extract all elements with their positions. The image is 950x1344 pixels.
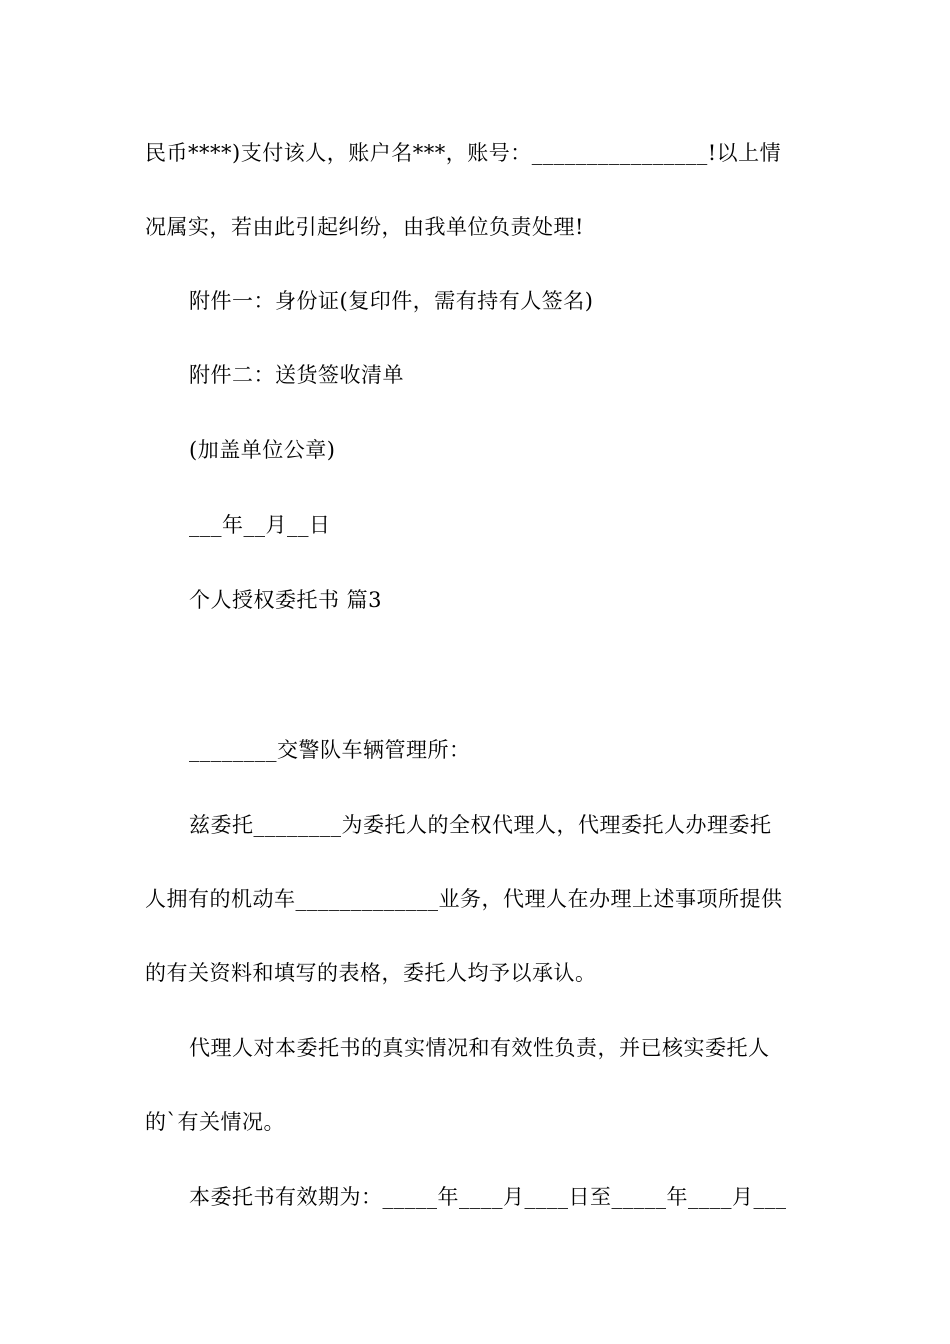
paragraph-line-circumstances: 的`有关情况。	[145, 1110, 285, 1134]
validity-period-line: 本委托书有效期为：_____年____月____日至_____年____月___	[189, 1185, 787, 1209]
attachment-one: 附件一：身份证(复印件，需有持有人签名)	[189, 289, 594, 313]
paragraph-line-payment: 民币****)支付该人，账户名***，账号：________________!以上情	[145, 141, 782, 165]
section-heading: 个人授权委托书 篇3	[189, 588, 383, 612]
paragraph-line-responsibility: 况属实，若由此引起纠纷，由我单位负责处理!	[145, 215, 584, 239]
addressee-line: ________交警队车辆管理所：	[189, 738, 471, 762]
paragraph-line-entrust: 兹委托________为委托人的全权代理人，代理委托人办理委托	[189, 813, 772, 837]
paragraph-line-acknowledge: 的有关资料和填写的表格，委托人均予以承认。	[145, 961, 597, 985]
seal-note: (加盖单位公章)	[189, 438, 336, 462]
paragraph-line-vehicle: 人拥有的机动车_____________业务，代理人在办理上述事项所提供	[145, 887, 783, 911]
paragraph-line-agent: 代理人对本委托书的真实情况和有效性负责，并已核实委托人	[189, 1036, 770, 1060]
attachment-two: 附件二：送货签收清单	[189, 363, 404, 387]
date-line: ___年__月__日	[189, 513, 331, 537]
